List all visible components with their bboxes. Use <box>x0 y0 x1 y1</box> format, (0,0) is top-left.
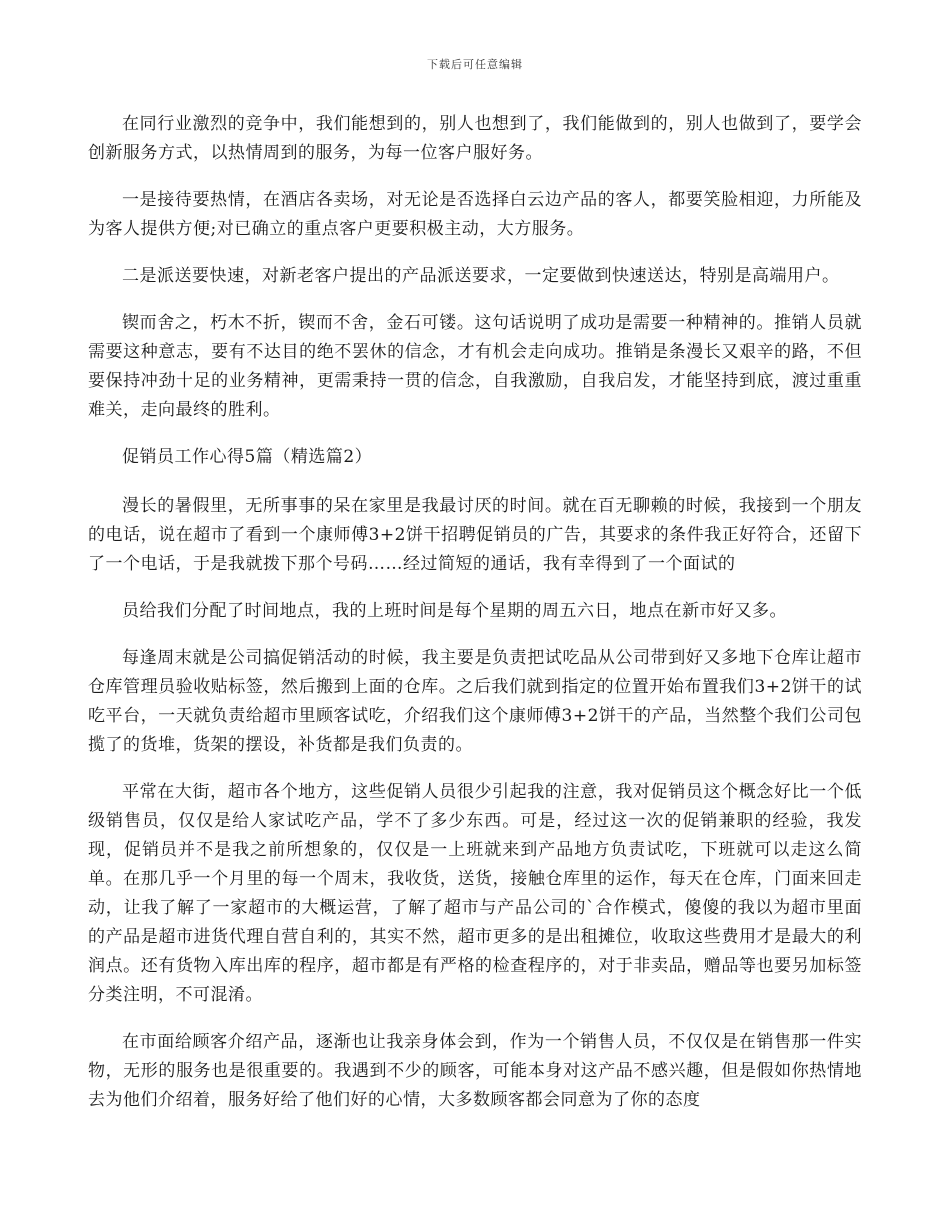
page-header: 下载后可任意编辑 <box>427 58 523 71</box>
section-heading: 促销员工作心得5篇（精选篇2） <box>122 447 373 467</box>
paragraph: 一是接待要热情，在酒店各卖场，对无论是否选择白云边产品的客人，都要笑脸相迎，力所能及为客人提供方便;对已确立的重点客户更要积极主动，大方服务。 <box>88 190 862 239</box>
paragraph: 二是派送要快速，对新老客户提出的产品派送要求，一定要做到快速送达，特别是高端用户。 <box>122 266 840 286</box>
paragraph: 在同行业激烈的竞争中，我们能想到的，别人也想到了，我们能做到的，别人也做到了，要学会创新服务方式，以热情周到的服务，为每一位客户服好务。 <box>88 114 862 163</box>
paragraph: 平常在大街，超市各个地方，这些促销人员很少引起我的注意，我对促销员这个概念好比一个低级销售员，仅仅是给人家试吃产品，学不了多少东西。可是，经过这一次的促销兼职的经验，我发现，促销员并不是我之前所想象的，仅仅是一上班就来到产品地方负责试吃，下班就可以走这么简单。在那几乎一个月里的每一个周末，我收货，送货，接触仓库里的运作，每天在仓库，门面来回走动，让我了解了一家超市的大概运营，了解了超市与产品公司的`合作模式，傻傻的我以为超市里面的产品是超市进货代理自营自利的，其实不然，超市更多的是出租摊位，收取这些费用才是最大的利润点。还有货物入库出库的程序，超市都是有严格的检查程序的，对于非卖品，赠品等也要另加标签分类注明，不可混淆。 <box>88 782 862 1005</box>
paragraph: 漫长的暑假里，无所事事的呆在家里是我最讨厌的时间。就在百无聊赖的时候，我接到一个朋友的电话，说在超市了看到一个康师傅3+2饼干招聘促销员的广告，其要求的条件我正好符合，还留下了一个电话，于是我就拨下那个号码……经过简短的通话，我有幸得到了一个面试的 <box>88 496 862 574</box>
paragraph: 在市面给顾客介绍产品，逐渐也让我亲身体会到，作为一个销售人员，不仅仅是在销售那一件实物，无形的服务也是很重要的。我遇到不少的顾客，可能本身对这产品不感兴趣，但是假如你热情地去为他们介绍着，服务好给了他们好的心情，大多数顾客都会同意为了你的态度 <box>88 1032 862 1110</box>
paragraph: 员给我们分配了时间地点，我的上班时间是每个星期的周五六日，地点在新市好又多。 <box>122 601 787 621</box>
paragraph: 锲而舍之，朽木不折，锲而不舍，金石可镂。这句话说明了成功是需要一种精神的。推销人员就需要这种意志，要有不达目的绝不罢休的信念，才有机会走向成功。推销是条漫长又艰辛的路，不但要保持冲劲十足的业务精神，更需秉持一贯的信念，自我激励，自我启发，才能坚持到底，渡过重重难关，走向最终的胜利。 <box>88 313 862 420</box>
paragraph: 每逢周末就是公司搞促销活动的时候，我主要是负责把试吃品从公司带到好又多地下仓库让超市仓库管理员验收贴标签，然后搬到上面的仓库。之后我们就到指定的位置开始布置我们3+2饼干的试吃平台，一天就负责给超市里顾客试吃，介绍我们这个康师傅3+2饼干的产品，当然整个我们公司包揽了的货堆，货架的摆设，补货都是我们负责的。 <box>88 648 862 755</box>
document-body <box>88 110 862 1133</box>
